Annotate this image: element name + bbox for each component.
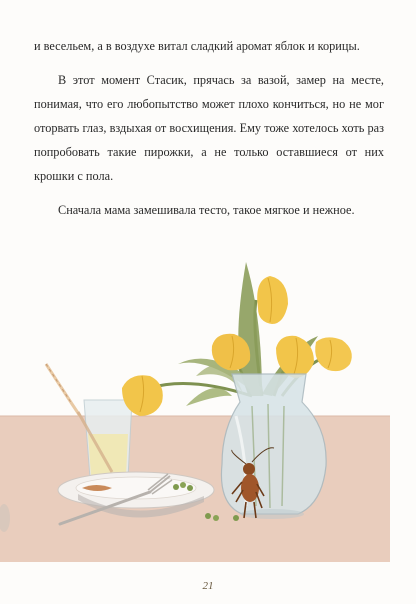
kitchen-table-illustration — [0, 256, 416, 576]
paragraph-2: В этот момент Стасик, прячась за вазой, замер на месте, понимая, что его любопытство может плохо кончиться, но не мог оторвать глаз, вздыхая от восхищения. Ему тоже хотелось хоть раз попробовать такие пирожки, а не только оставшиеся от них крошки с пола. — [34, 73, 384, 183]
page-number: 21 — [202, 580, 214, 592]
tulip-head — [315, 337, 352, 371]
paragraph-3: Сначала мама замешивала тесто, такое мягкое и нежное. — [58, 203, 355, 217]
story-text — [34, 34, 384, 232]
paragraph-1: и весельем, а в воздухе витал сладкий аромат яблок и корицы. — [34, 39, 360, 53]
tulip-head — [257, 276, 288, 324]
